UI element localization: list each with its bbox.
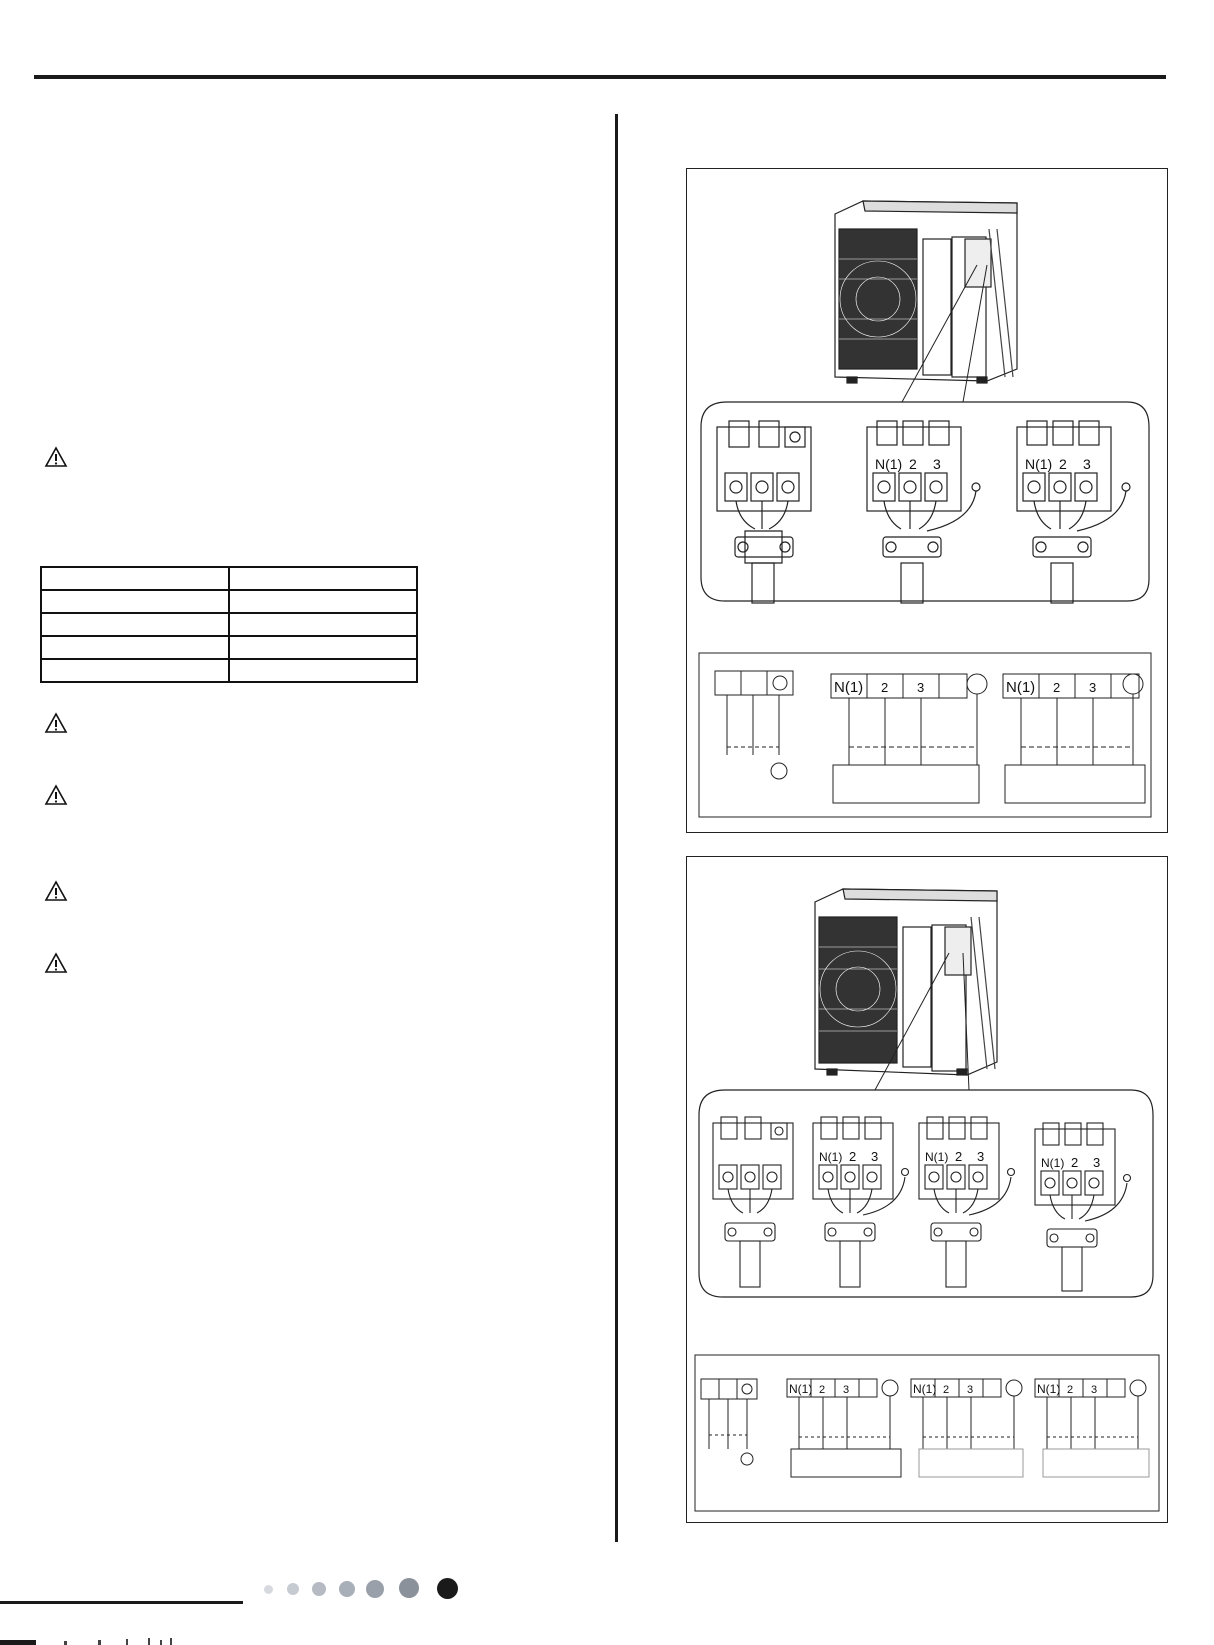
terminal-block-a (717, 421, 811, 603)
terminal-c-label-2: 2 (1059, 456, 1067, 472)
terminal-c-label-3: 3 (977, 1149, 985, 1164)
schematic-1-label-2: 2 (881, 680, 889, 695)
terminal-b-label-2: 2 (909, 456, 917, 472)
table-cell (229, 590, 417, 613)
terminal-b-label-n: N(1) (875, 456, 903, 472)
schematic-1-label-2: 2 (819, 1384, 826, 1396)
pager-dot (287, 1583, 299, 1595)
power-terminal-schematic (715, 671, 793, 779)
outdoor-unit-illustration (835, 201, 1017, 383)
terminal-b-label-3: 3 (933, 456, 941, 472)
outdoor-unit-illustration (815, 889, 997, 1075)
schematic-1-label-n: N(1) (834, 679, 864, 696)
terminal-b-label-n: N(1) (819, 1150, 843, 1164)
terminal-b-label-3: 3 (871, 1149, 879, 1164)
footer-rule (0, 1601, 243, 1604)
scan-artifact-strip (0, 1634, 1214, 1645)
schematic-1-label-3: 3 (843, 1384, 850, 1396)
schematic-3-label-2: 2 (1067, 1384, 1074, 1396)
warning-icon (44, 952, 68, 974)
terminal-d-label-2: 2 (1071, 1155, 1079, 1170)
outdoor-unit-diagram (687, 857, 1167, 1522)
schematic-2-label-3: 3 (1089, 680, 1097, 695)
schematic-2-label-n: N(1) (1006, 679, 1036, 696)
terminal-c-label-n: N(1) (1025, 456, 1053, 472)
pager-dot-active (437, 1578, 458, 1599)
terminal-block-c (919, 1117, 1015, 1287)
warning-icon (44, 784, 68, 806)
terminal-block-a (713, 1117, 793, 1287)
terminal-d-label-n: N(1) (1041, 1156, 1065, 1170)
terminal-c-label-n: N(1) (925, 1150, 949, 1164)
schematic-2-label-2: 2 (1053, 680, 1061, 695)
outdoor-unit-diagram (687, 169, 1167, 832)
table-cell (229, 659, 417, 682)
schematic-3-label-n: N(1) (1037, 1382, 1061, 1396)
table-row (41, 636, 417, 659)
schematic-2-label-3: 3 (967, 1384, 974, 1396)
terminal-block-b (867, 421, 980, 603)
terminal-b-label-2: 2 (849, 1149, 857, 1164)
schematic-3-label-3: 3 (1091, 1384, 1098, 1396)
pager-dot (366, 1580, 384, 1598)
table-cell (41, 590, 229, 613)
pager-dot (399, 1578, 419, 1598)
table-row (41, 613, 417, 636)
wiring-figure-2 (686, 856, 1168, 1523)
table-row (41, 590, 417, 613)
table-cell (229, 613, 417, 636)
table-cell (41, 659, 229, 682)
wiring-schematic-frame (695, 1355, 1159, 1511)
pager-dot (312, 1582, 326, 1596)
table-cell (41, 613, 229, 636)
table-cell (229, 567, 417, 590)
schematic-2-label-2: 2 (943, 1384, 950, 1396)
table-row (41, 659, 417, 682)
warning-icon (44, 712, 68, 734)
schematic-1-label-3: 3 (917, 680, 925, 695)
schematic-2-label-n: N(1) (913, 1382, 937, 1396)
terminal-block-b (813, 1117, 909, 1287)
terminal-block-c (1017, 421, 1130, 603)
pager-dot (264, 1585, 273, 1594)
schematic-1-label-n: N(1) (789, 1382, 813, 1396)
pager-dot (339, 1581, 355, 1597)
terminal-block-d (1035, 1123, 1131, 1291)
terminal-c-label-2: 2 (955, 1149, 963, 1164)
warning-icon (44, 880, 68, 902)
wiring-figure-1 (686, 168, 1168, 833)
table-row (41, 567, 417, 590)
terminal-c-label-3: 3 (1083, 456, 1091, 472)
header-rule (34, 75, 1166, 79)
table-cell (41, 567, 229, 590)
terminal-d-label-3: 3 (1093, 1155, 1101, 1170)
table-cell (229, 636, 417, 659)
power-terminal-schematic (701, 1379, 757, 1465)
column-divider (615, 114, 618, 1542)
warning-icon (44, 446, 68, 468)
table-cell (41, 636, 229, 659)
spec-table (40, 566, 418, 683)
